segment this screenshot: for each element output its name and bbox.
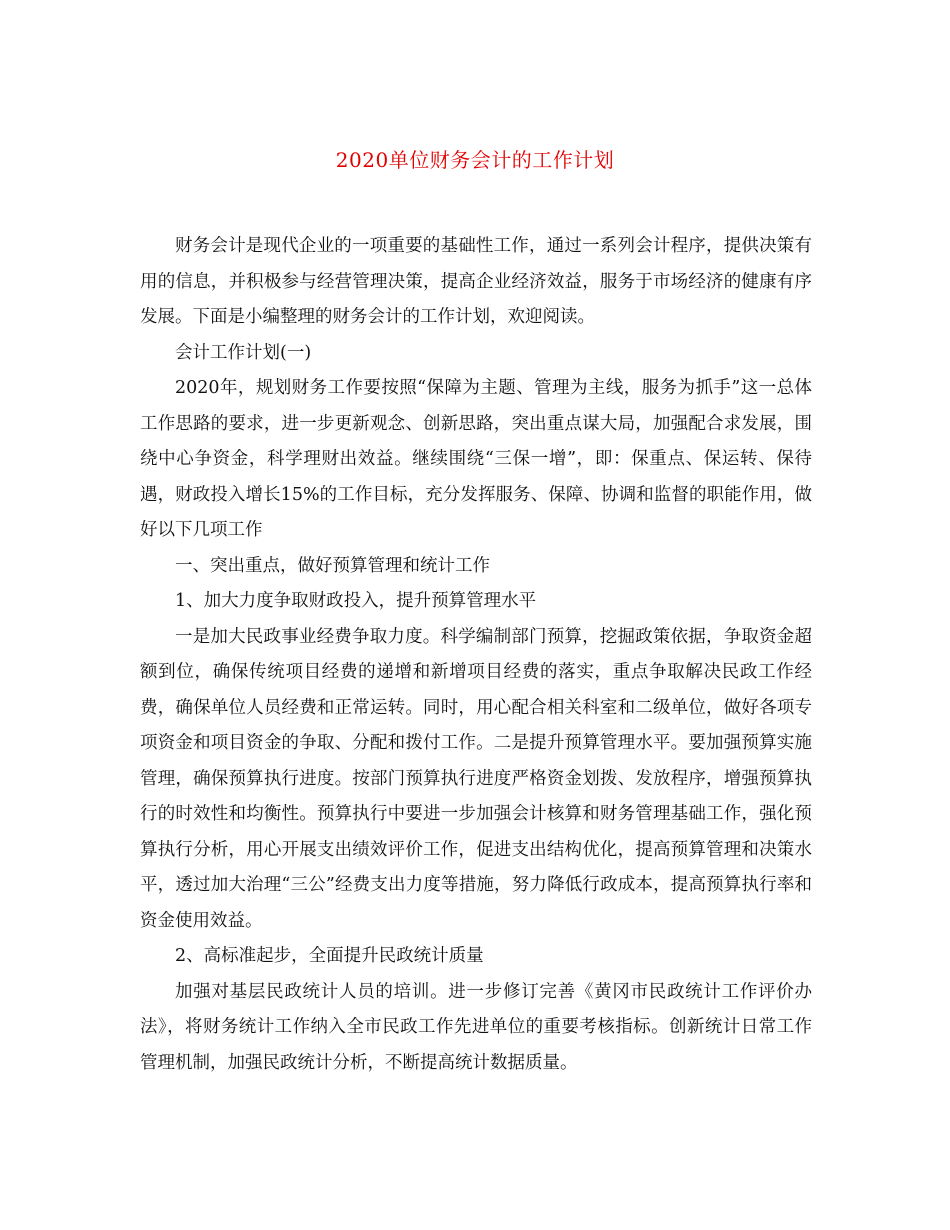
overview-paragraph: 2020年，规划财务工作要按照“保障为主题、管理为主线，服务为抓手”这一总体工作思路的要求，进一步更新观念、创新思路，突出重点谋大局，加强配合求发展，围绕中心争资金，科学理财出效益。继续围绕“三保一增”，即：保重点、保运转、保待遇，财政投入增长15%的工作目标，充分发挥服务、保障、协调和监督的职能作用，做好以下几项工作 [140,378,812,540]
section-heading-budget-statistics: 一、突出重点，做好预算管理和统计工作 [175,555,490,576]
intro-paragraph: 财务会计是现代企业的一项重要的基础性工作，通过一系列会计程序，提供决策有用的信息，并积极参与经营管理决策，提高企业经济效益，服务于市场经济的健康有序发展。下面是小编整理的财务会计的工作计划，欢迎阅读。 [140,236,812,327]
subheading-statistics-quality: 2、高标准起步，全面提升民政统计质量 [175,946,484,966]
statistics-training-paragraph: 加强对基层民政统计人员的培训。进一步修订完善《黄冈市民政统计工作评价办法》，将财务统计工作纳入全市民政工作先进单位的重要考核指标。创新统计日常工作管理机制，加强民政统计分析，不断提高统计数据质量。 [140,981,812,1073]
document-title: 2020单位财务会计的工作计划 [335,148,615,172]
budget-management-paragraph: 一是加大民政事业经费争取力度。科学编制部门预算，挖掘政策依据，争取资金超额到位，确保传统项目经费的递增和新增项目经费的落实，重点争取解决民政工作经费，确保单位人员经费和正常运转。同时，用心配合相关科室和二级单位，做好各项专项资金和项目资金的争取、分配和拨付工作。二是提升预算管理水平。要加强预算实施管理，确保预算执行进度。按部门预算执行进度严格资金划拨、发放程序，增强预算执行的时效性和均衡性。预算执行中要进一步加强会计核算和财务管理基础工作，强化预算执行分析，用心开展支出绩效评价工作，促进支出结构优化，提高预算管理和决策水平，透过加大治理“三公”经费支出力度等措施，努力降低行政成本，提高预算执行率和资金使用效益。 [140,626,812,931]
section-heading-plan-one: 会计工作计划(一) [175,342,312,363]
document-body [140,229,812,1081]
subheading-financial-input: 1、加大力度争取财政投入，提升预算管理水平 [175,591,537,611]
